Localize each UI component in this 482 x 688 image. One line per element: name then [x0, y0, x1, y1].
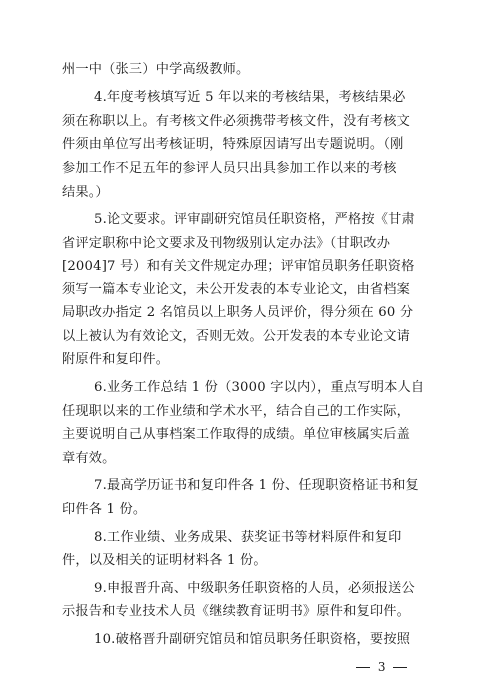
text-line-19: 印件各 1 份。: [62, 502, 147, 517]
text-line-21: 件，以及相关的证明材料各 1 份。: [62, 553, 267, 568]
text-line-16: 主要说明自己从事档案工作取得的成绩。单位审核属实后盖: [62, 427, 411, 442]
text-line-14: 6.业务工作总结 1 份（3000 字以内），重点写明本人自: [94, 380, 425, 395]
text-line-8: 省评定职称中论文要求及刊物级别认定办法》（甘职改办: [62, 236, 391, 251]
page-footer: [352, 660, 411, 674]
text-line-20: 8.工作业绩、业务成果、获奖证书等材料原件和复印: [94, 530, 402, 545]
text-line-18: 7.最高学历证书和复印件各 1 份、任现职资格证书和复: [94, 478, 419, 493]
text-line-9: [2004]7 号）和有关文件规定办理；评审馆员职务任职资格: [62, 259, 415, 274]
footer-dash-left: [356, 667, 370, 668]
text-line-6: 结果。）: [62, 185, 109, 200]
text-line-17: 章有效。: [62, 451, 116, 466]
text-line-11: 局职改办指定 2 名馆员以上职务人员评价，得分须在 60 分: [62, 305, 414, 320]
text-line-22: 9.申报晋升高、中级职务任职资格的人员，必须报送公: [94, 581, 415, 596]
text-line-24: 10.破格晋升副研究馆员和馆员职务任职资格，要按照: [94, 632, 411, 647]
text-line-4: 件须由单位写出考核证明，特殊原因请写出专题说明。（刚: [62, 137, 404, 152]
text-line-23: 示报告和专业技术人员《继续教育证明书》原件和复印件。: [62, 604, 411, 619]
text-line-3: 须在称职以上。有考核文件必须携带考核文件，没有考核文: [62, 114, 411, 129]
text-line-12: 以上被认为有效论文，否则无效。公开发表的本专业论文请: [62, 329, 411, 344]
text-line-2: 4.年度考核填写近 5 年以来的考核结果，考核结果必: [94, 90, 406, 105]
text-line-5: 参加工作不足五年的参评人员只出具参加工作以来的考核: [62, 161, 397, 176]
text-line-1: 州一中（张三）中学高级教师。: [62, 62, 250, 77]
page-number: 3: [377, 660, 386, 674]
footer-dash-right: [393, 667, 407, 668]
text-line-7: 5.论文要求。评审副研究馆员任职资格，严格按《甘肃: [94, 212, 415, 227]
text-line-10: 须写一篇本专业论文，未公开发表的本专业论文，由省档案: [62, 282, 411, 297]
text-line-13: 附原件和复印件。: [62, 352, 170, 367]
text-line-15: 任现职以来的工作业绩和学术水平，结合自己的工作实际，: [62, 404, 411, 419]
